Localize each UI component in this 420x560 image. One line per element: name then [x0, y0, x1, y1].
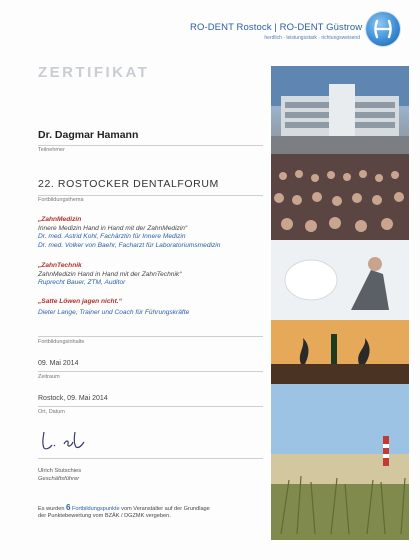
points-note [38, 504, 268, 521]
date-label: Zeitraum [38, 374, 60, 380]
topic-speaker: Dr. med. Volker von Baehr, Facharzt für Laboratoriumsmedizin [38, 241, 221, 249]
header-brand: RO-DENT Rostock | RO-DENT Güstrow [190, 22, 363, 33]
points-note-suffix: vom Veranstalter auf der Grundlage [121, 506, 210, 512]
divider [38, 195, 263, 196]
ro-dent-logo-icon [366, 12, 400, 46]
building-photo [271, 66, 409, 154]
signer-name: Ulrich Stutschies [38, 468, 82, 474]
points-note-line2: der Punktebewertung vom BZÄK / DGZMK vergeben. [38, 513, 171, 520]
event-date: 09. Mai 2014 [38, 360, 79, 367]
signature-line [38, 458, 263, 459]
points-note-prefix: Es wurden [38, 506, 65, 512]
topic-speaker: Ruprecht Bauer, ZTM, Auditor [38, 279, 126, 287]
certificate-title: ZERTIFIKAT [38, 64, 150, 81]
signer-role: Geschäftsführer [38, 476, 80, 482]
topic-subtitle: Innere Medizin Hand in Hand mit der ZahnMedizin“ [38, 224, 188, 232]
topic-speaker: Dr. med. Astrid Kohl, Fachärztin für Innere Medizin [38, 233, 186, 241]
points-label: Fortbildungspunkte [72, 506, 120, 512]
content-label: Fortbildungsinhalte [38, 339, 85, 345]
points-value: 6 [66, 503, 71, 512]
signature-icon [38, 428, 98, 459]
topic-title: „ZahnTechnik [38, 262, 82, 269]
header-tagline: herdlich · leistungsstark · richtungsweisend [264, 35, 360, 41]
topic-block [38, 298, 263, 317]
divider [38, 406, 263, 407]
divider [38, 145, 263, 146]
audience-photo [271, 154, 409, 240]
topic-title: „Satte Löwen jagen nicht.“ [38, 298, 122, 305]
divider [38, 371, 263, 372]
topic-speaker: Dieter Lange, Trainer und Coach für Führungskräfte [38, 308, 190, 316]
topic-block [38, 216, 263, 250]
event-label: Fortbildungsthema [38, 197, 84, 203]
dinner-photo [271, 320, 409, 384]
topic-subtitle: ZahnMedizin Hand in Hand mit der ZahnTechnik“ [38, 270, 182, 278]
event-title: 22. ROSTOCKER DENTALFORUM [38, 178, 219, 190]
beach-photo [271, 384, 409, 540]
place-label: Ort, Datum [38, 409, 65, 415]
participant-label: Teilnehmer [38, 147, 65, 153]
participant-name: Dr. Dagmar Hamann [38, 129, 139, 141]
dental-model-photo [271, 240, 409, 320]
topic-block [38, 262, 263, 288]
topic-title: „ZahnMedizin [38, 216, 82, 223]
divider [38, 336, 263, 337]
place-date: Rostock, 09. Mai 2014 [38, 395, 108, 402]
